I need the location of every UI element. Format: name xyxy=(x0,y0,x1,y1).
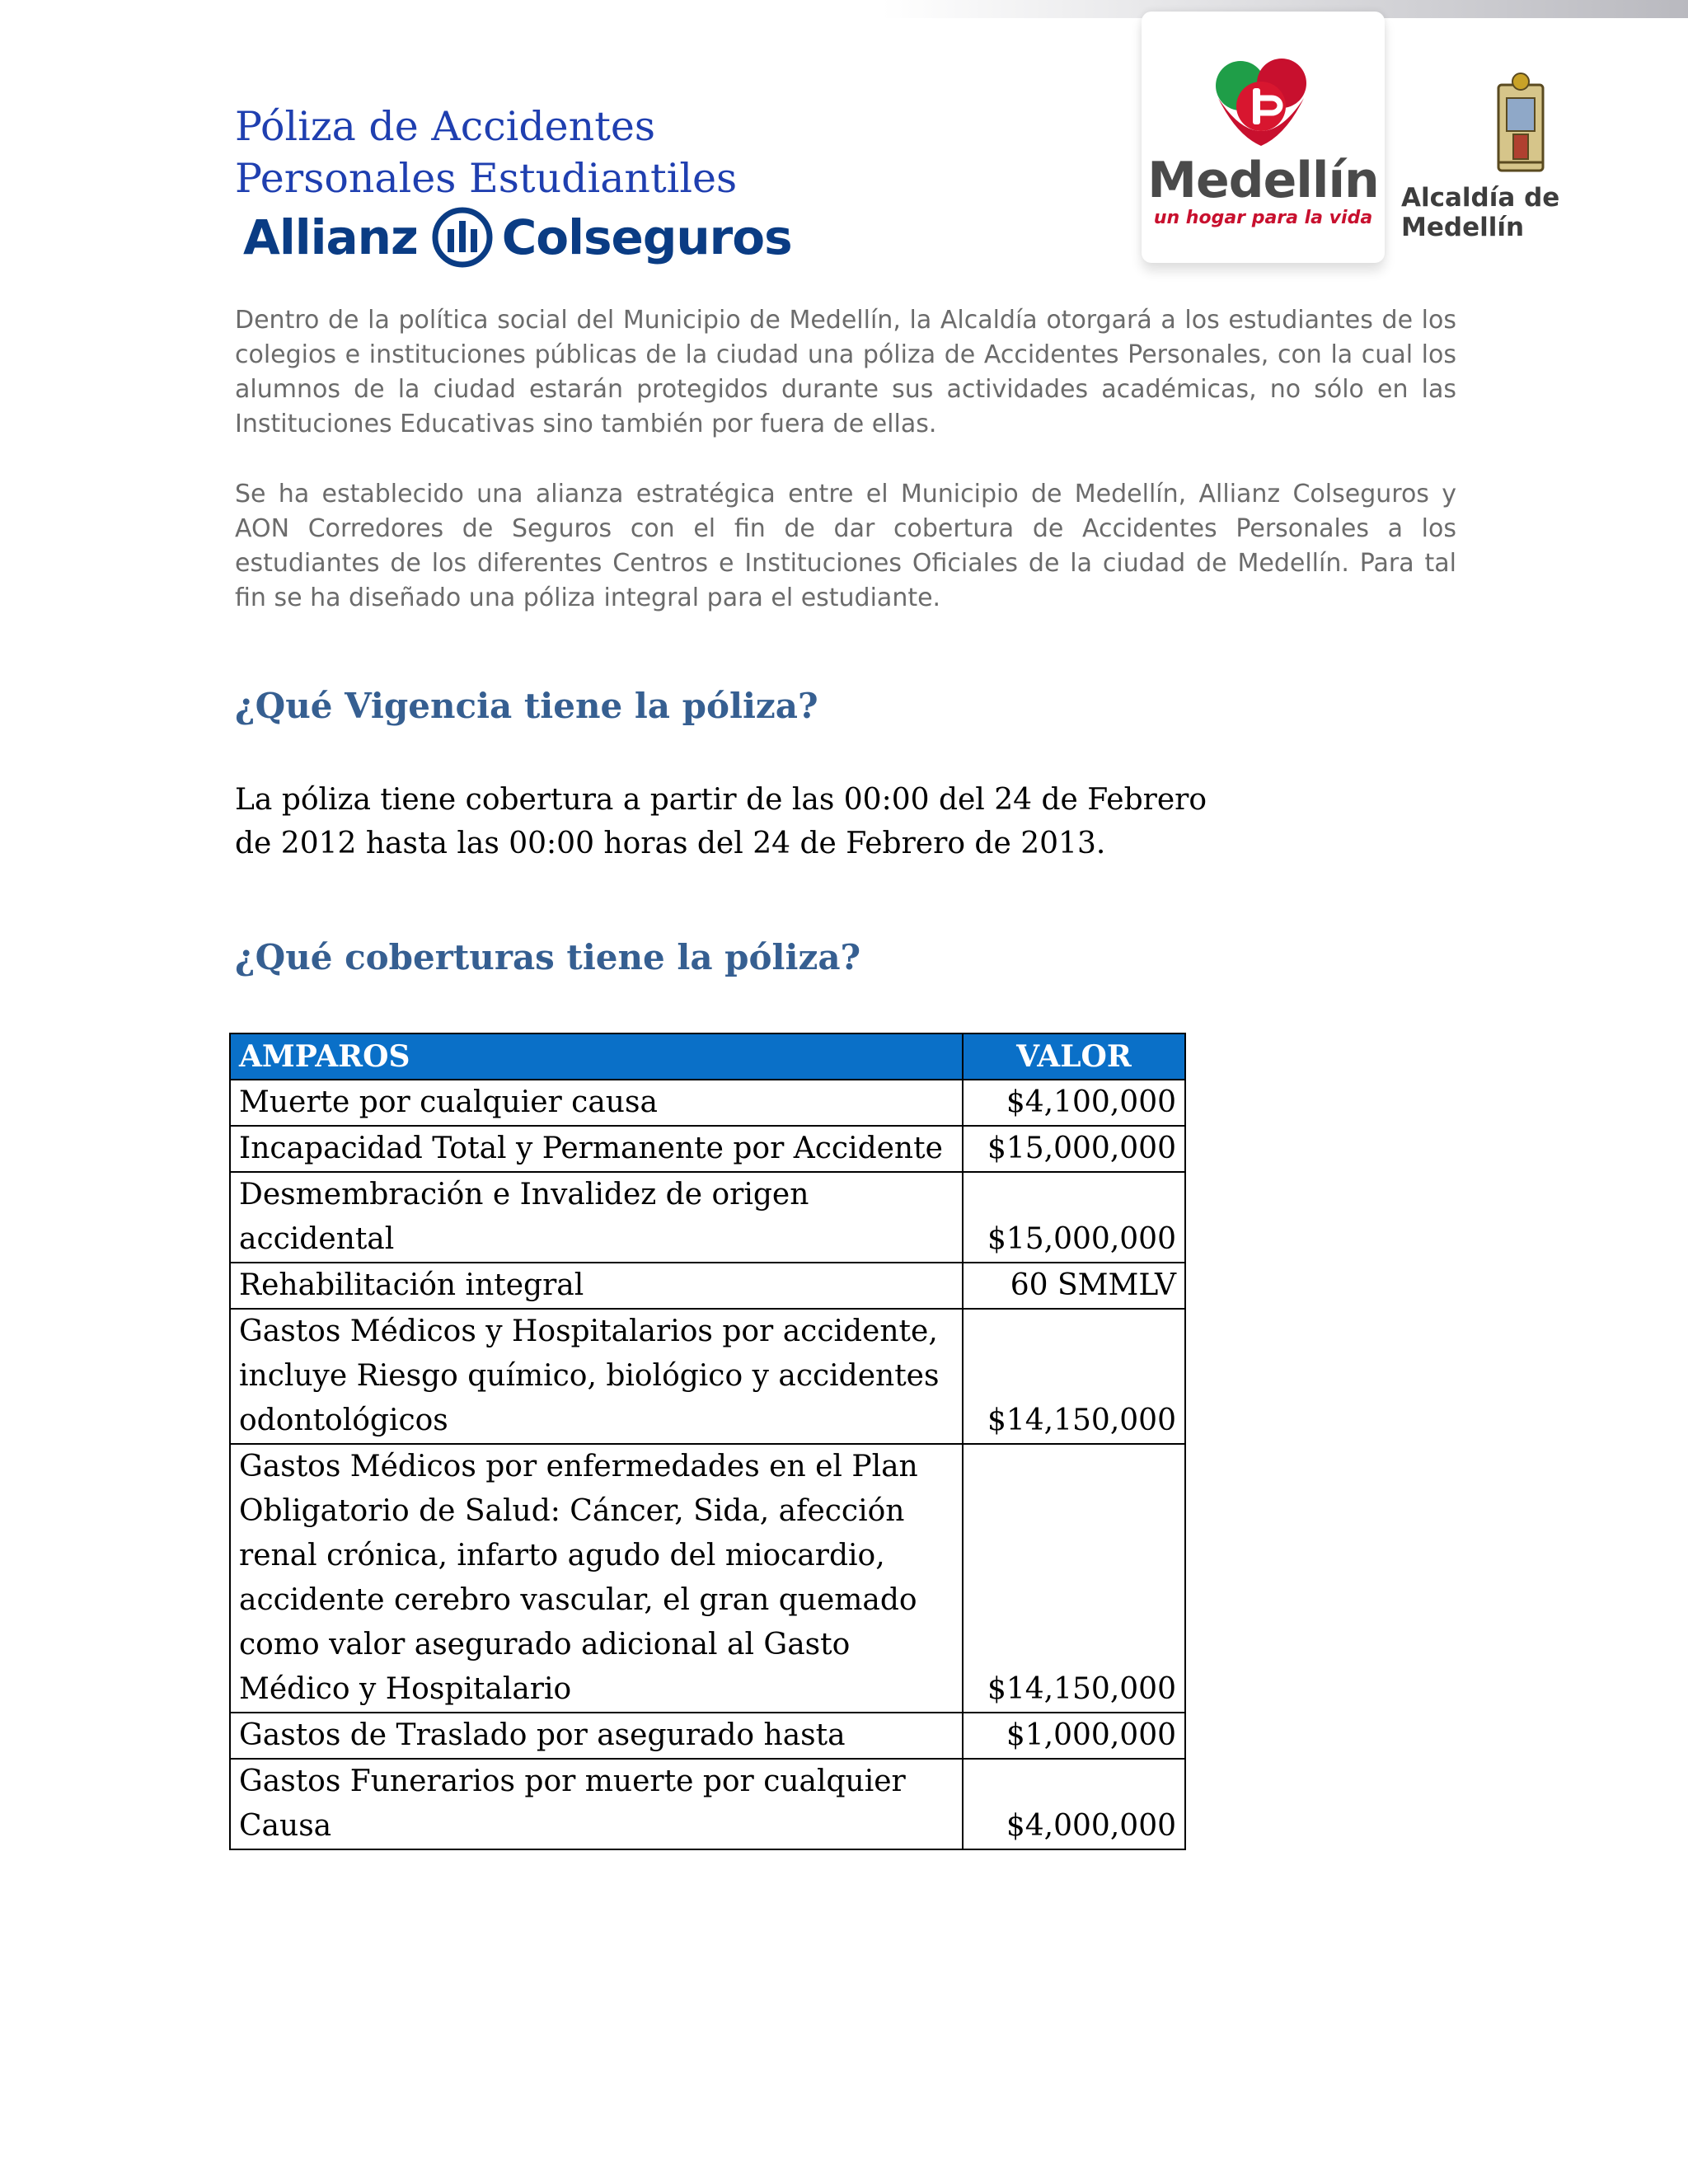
medellin-logo xyxy=(1142,12,1385,263)
title-line-2: Personales Estudiantiles xyxy=(235,155,738,202)
allianz-eagle-icon xyxy=(431,206,494,269)
amparo-cell: Rehabilitación integral xyxy=(230,1263,963,1309)
medellin-tagline: un hogar para la vida xyxy=(1153,208,1373,228)
amparo-cell: Desmembración e Invalidez de origen accidental xyxy=(230,1172,963,1263)
amparo-cell: Gastos de Traslado por asegurado hasta xyxy=(230,1713,963,1759)
table-row xyxy=(230,1263,1185,1309)
colseguros-word: Colseguros xyxy=(501,209,792,265)
coberturas-heading: ¿Qué coberturas tiene la póliza? xyxy=(235,937,861,977)
alcaldia-seal-icon xyxy=(1492,70,1550,177)
document-title xyxy=(235,101,737,204)
intro-paragraph-2: Se ha establecido una alianza estratégica entre el Municipio de Medellín, Allianz Colseguros y AON Corredores de Seguros con el fin de dar cobertura de Accidentes Personales a los estudiantes de los diferentes Centros e Instituciones Oficiales de la ciudad de Medellín. Para tal fin se ha diseñado una póliza integral para el estudiante. xyxy=(235,480,1456,612)
valor-cell: $14,150,000 xyxy=(963,1444,1185,1713)
medellin-heart-icon xyxy=(1203,57,1319,156)
coverage-table xyxy=(229,1033,1186,1850)
valor-cell: $1,000,000 xyxy=(963,1713,1185,1759)
amparo-cell: Gastos Médicos por enfermedades en el Plan Obligatorio de Salud: Cáncer, Sida, afección renal crónica, infarto agudo del miocardio, accidente cerebro vascular, el gran quemado como valor asegurado adicional al Gasto Médico y Hospitalario xyxy=(230,1444,963,1713)
allianz-colseguros-logo xyxy=(243,206,792,268)
valor-cell: 60 SMMLV xyxy=(963,1263,1185,1309)
intro-paragraph-1: Dentro de la política social del Municipio de Medellín, la Alcaldía otorgará a los estudiantes de los colegios e instituciones públicas de la ciudad una póliza de Accidentes Personales, con la cual los alumnos de la ciudad estarán protegidos durante sus actividades académicas, no sólo en las Instituciones Educativas sino también por fuera de ellas. xyxy=(235,306,1456,438)
vigencia-text: La póliza tiene cobertura a partir de las 00:00 del 24 de Febrero de 2012 hasta las 00:00 horas del 24 de Febrero de 2013. xyxy=(235,783,1207,860)
medellin-name: Medellín xyxy=(1147,152,1379,209)
title-line-1: Póliza de Accidentes xyxy=(235,103,656,150)
table-row xyxy=(230,1309,1185,1444)
header-amparos: AMPAROS xyxy=(230,1033,963,1080)
valor-cell: $15,000,000 xyxy=(963,1126,1185,1172)
alcaldia-logo-text: Alcaldía de Medellín xyxy=(1401,183,1560,242)
amparo-cell: Muerte por cualquier causa xyxy=(230,1080,963,1126)
valor-cell: $4,100,000 xyxy=(963,1080,1185,1126)
table-row xyxy=(230,1172,1185,1263)
table-row xyxy=(230,1713,1185,1759)
table-header-row xyxy=(230,1033,1185,1080)
amparo-cell: Gastos Funerarios por muerte por cualquier Causa xyxy=(230,1759,963,1849)
table-row xyxy=(230,1444,1185,1713)
table-row xyxy=(230,1126,1185,1172)
amparo-cell: Gastos Médicos y Hospitalarios por accidente, incluye Riesgo químico, biológico y accidentes odontológicos xyxy=(230,1309,963,1444)
allianz-word: Allianz xyxy=(243,209,418,265)
vigencia-heading: ¿Qué Vigencia tiene la póliza? xyxy=(235,686,818,726)
table-row xyxy=(230,1080,1185,1126)
valor-cell: $14,150,000 xyxy=(963,1309,1185,1444)
amparo-cell: Incapacidad Total y Permanente por Accidente xyxy=(230,1126,963,1172)
header-valor: VALOR xyxy=(963,1033,1185,1080)
table-row xyxy=(230,1759,1185,1849)
valor-cell: $4,000,000 xyxy=(963,1759,1185,1849)
valor-cell: $15,000,000 xyxy=(963,1172,1185,1263)
